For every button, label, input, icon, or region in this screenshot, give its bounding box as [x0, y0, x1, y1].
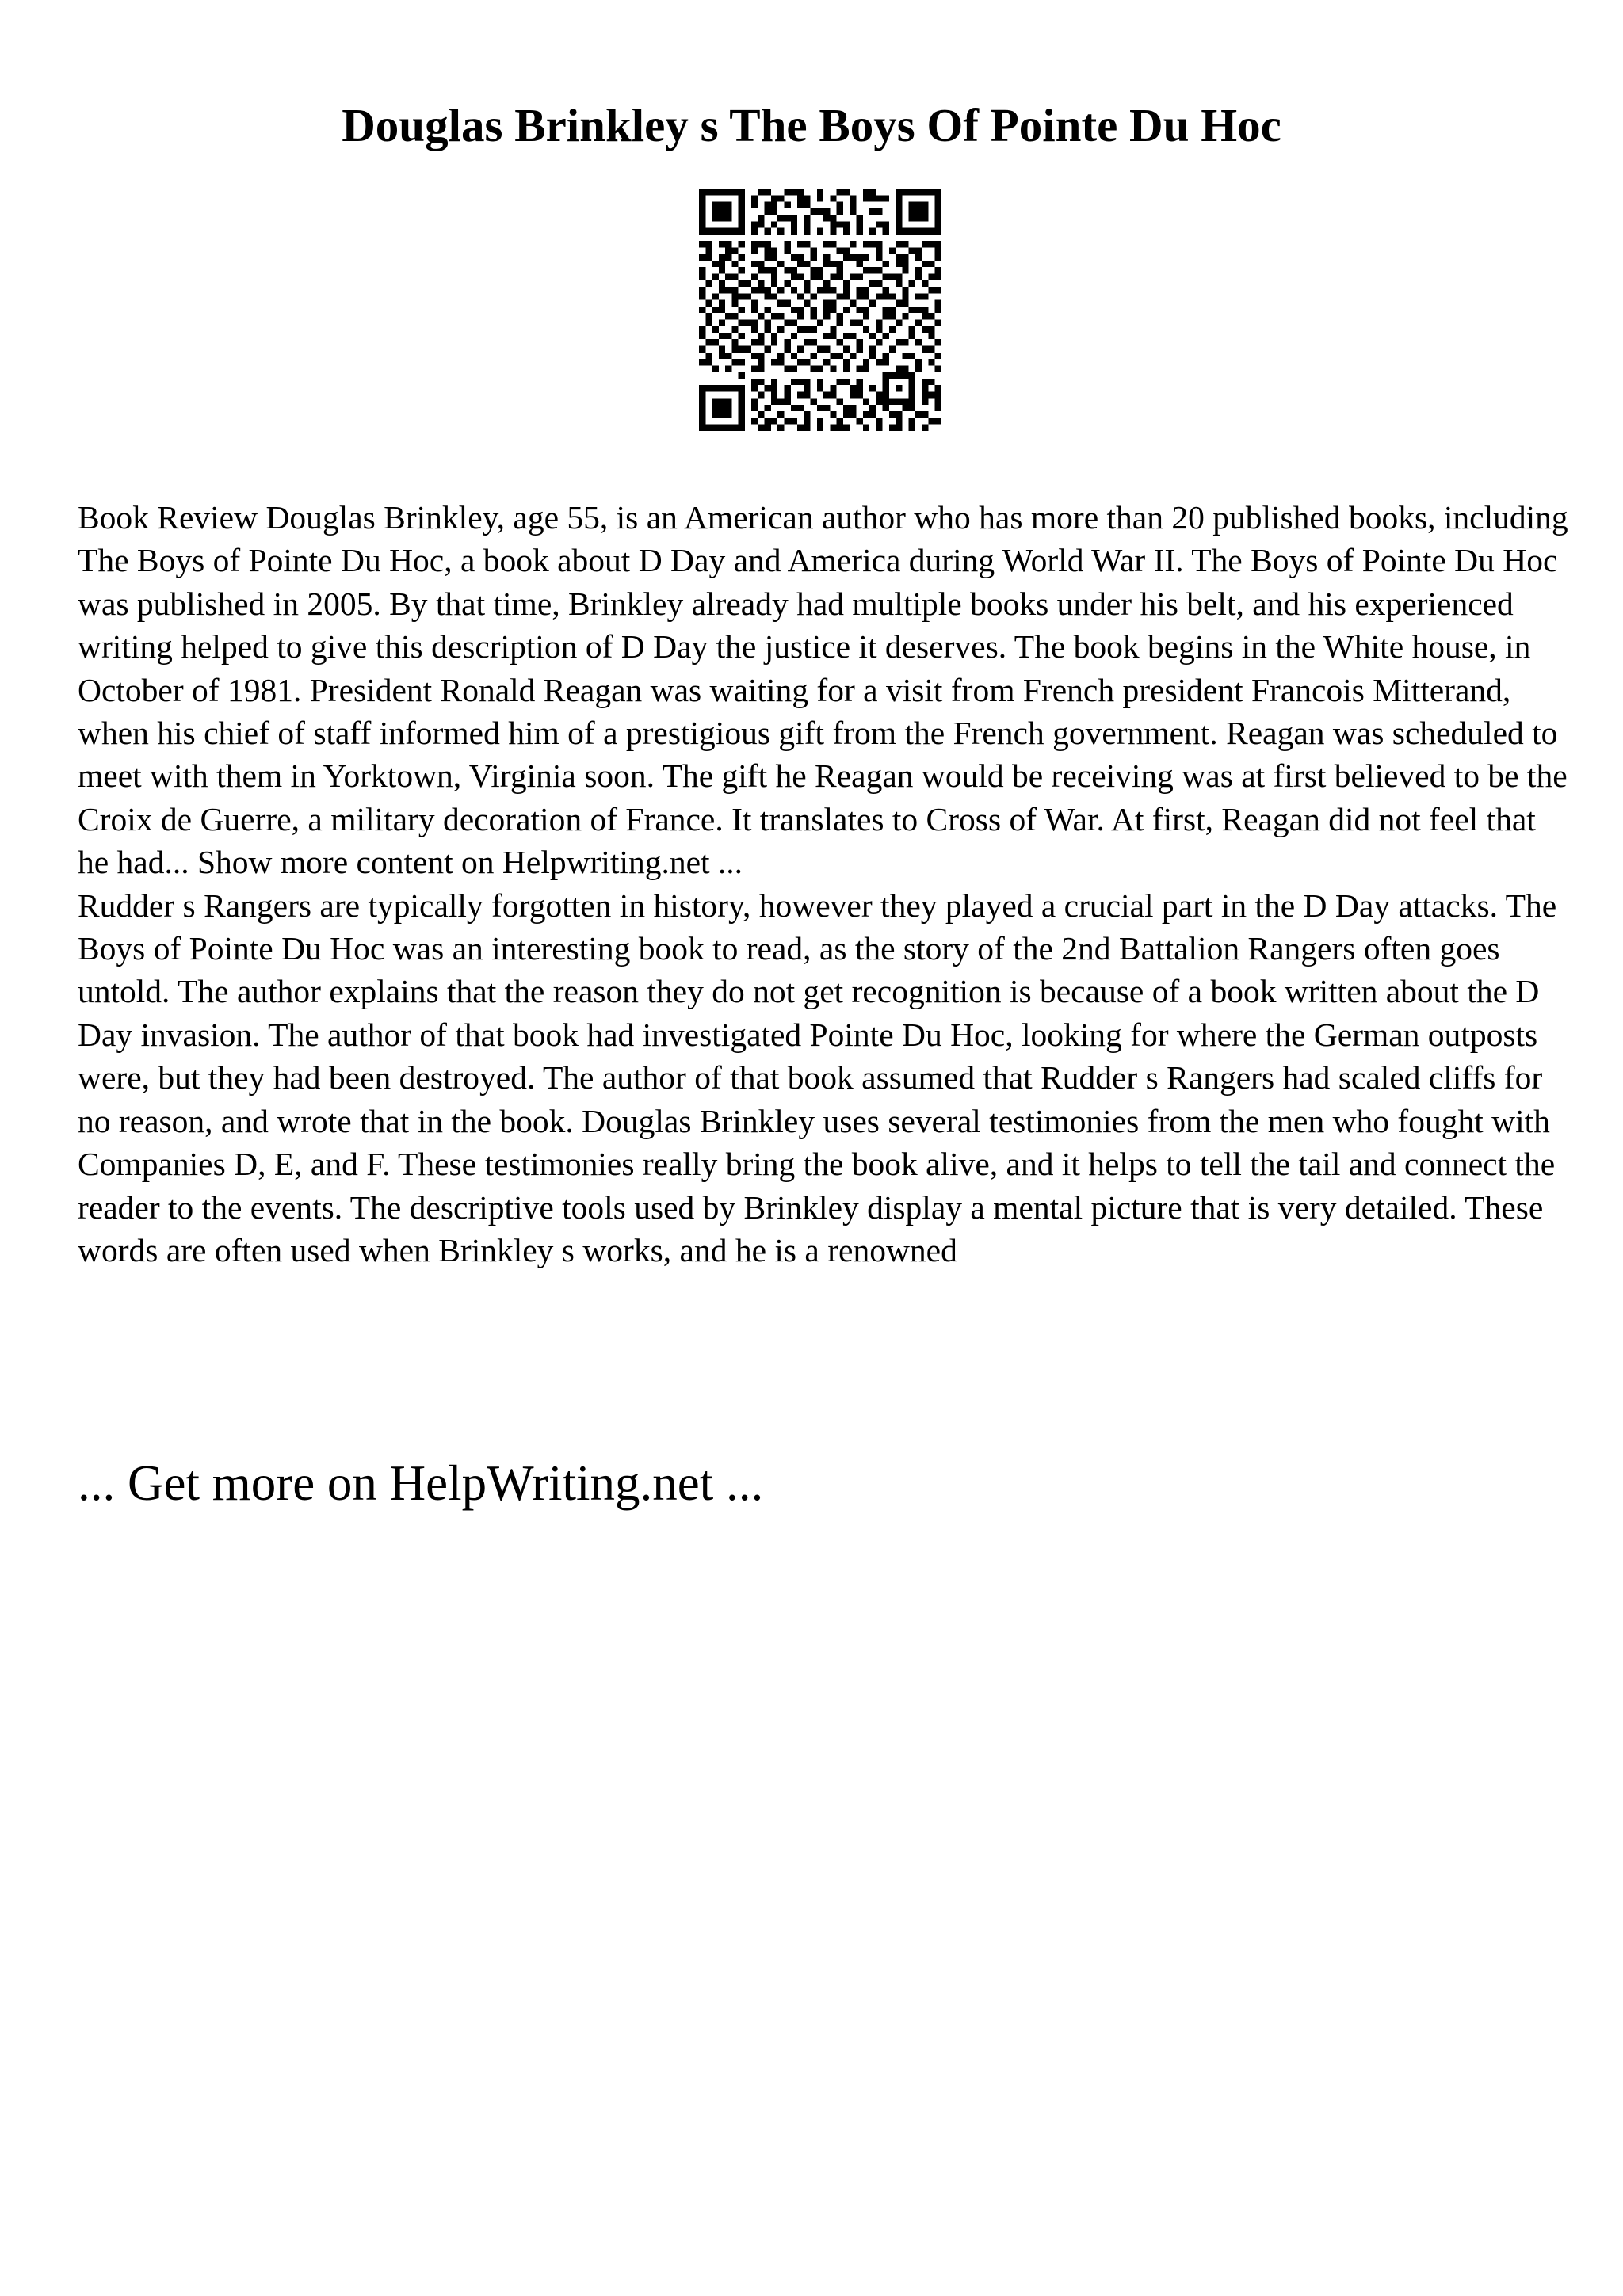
- document-title: Douglas Brinkley s The Boys Of Pointe Du Hoc: [342, 99, 1281, 151]
- paragraph-1: Book Review Douglas Brinkley, age 55, is an American author who has more than 20 published books, including The Boys of Pointe Du Hoc, a book about D Day and America during World War II. The Boys of Pointe Du Hoc was published in 2005. By that time, Brinkley already had multiple books under his belt, and his experienced writing helped to give this description of D Day the justice it deserves. The book begins in the White house, in October of 1981. President Ronald Reagan was waiting for a visit from French president Francois Mitterand, when his chief of staff informed him of a prestigious gift from the French government. Reagan was scheduled to meet with them in Yorktown, Virginia soon. The gift he Reagan would be receiving was at first believed to be the Croix de Guerre, a military decoration of France. It translates to Cross of War. At first, Reagan did not feel that he had... Show more content on Helpwriting.net ...: [78, 499, 1568, 881]
- document-body: [78, 496, 1571, 1272]
- paragraph-2: Rudder s Rangers are typically forgotten in history, however they played a crucial part in the D Day attacks. The Boys of Pointe Du Hoc was an interesting book to read, as the story of the 2nd Battalion Rangers often goes untold. The author explains that the reason they do not get recognition is because of a book written about the D Day invasion. The author of that book had investigated Pointe Du Hoc, looking for where the German outposts were, but they had been destroyed. The author of that book assumed that Rudder s Rangers had scaled cliffs for no reason, and wrote that in the book. Douglas Brinkley uses several testimonies from the men who fought with Companies D, E, and F. These testimonies really bring the book alive, and it helps to tell the tail and connect the reader to the events. The descriptive tools used by Brinkley display a mental picture that is very detailed. These words are often used when Brinkley s works, and he is a renowned: [78, 887, 1557, 1268]
- get-more-link[interactable]: ... Get more on HelpWriting.net ...: [78, 1455, 764, 1511]
- qr-code-icon: [699, 189, 941, 431]
